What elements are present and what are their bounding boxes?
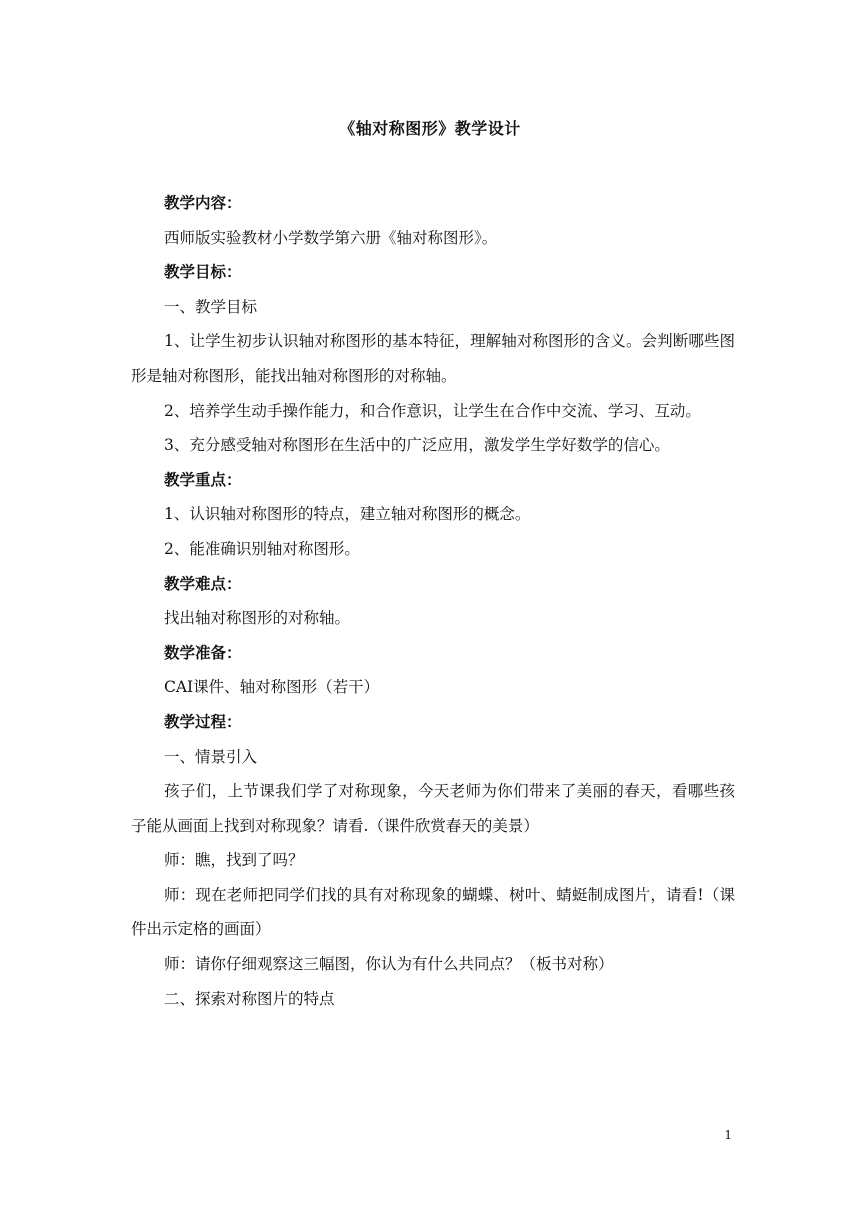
heading-key-points: 教学重点： [164, 469, 242, 489]
paragraph: 西师版实验教材小学数学第六册《轴对称图形》。 [164, 228, 498, 247]
heading-preparation: 数学准备： [164, 642, 242, 662]
paragraph: 师：现在老师把同学们找的具有对称现象的蝴蝶、树叶、蜻蜓制成图片，请看!（课件出示定格的画面） [131, 885, 735, 939]
paragraph: 孩子们，上节课我们学了对称现象，今天老师为你们带来了美丽的春天，看哪些孩子能从画面上找到对称现象？请看.（课件欣赏春天的美景） [131, 782, 735, 835]
paragraph: 一、教学目标 [164, 297, 258, 316]
paragraph: 2、能准确识别轴对称图形。 [164, 539, 360, 558]
paragraph: 3、充分感受轴对称图形在生活中的广泛应用，激发学生学好数学的信心。 [164, 436, 670, 455]
paragraph: 二、探索对称图片的特点 [164, 989, 335, 1008]
paragraph: 找出轴对称图形的对称轴。 [164, 609, 351, 628]
document-body [131, 186, 735, 1016]
heading-content: 教学内容： [164, 193, 242, 212]
heading-difficulties: 教学难点： [164, 573, 242, 593]
paragraph: CAI课件、轴对称图形（若干） [164, 678, 380, 697]
paragraph: 1、让学生初步认识轴对称图形的基本特征，理解轴对称图形的含义。会判断哪些图形是轴对称图形，能找出轴对称图形的对称轴。 [131, 332, 735, 385]
heading-objectives: 教学目标： [164, 262, 242, 282]
paragraph: 师：请你仔细观察这三幅图，你认为有什么共同点？（板书对称） [164, 955, 614, 974]
paragraph: 2、培养学生动手操作能力，和合作意识，让学生在合作中交流、学习、互动。 [164, 401, 701, 420]
document-title: 《轴对称图形》教学设计 [339, 119, 521, 138]
page-number: 1 [724, 1128, 732, 1142]
paragraph: 一、情景引入 [164, 747, 258, 766]
paragraph: 1、认识轴对称图形的特点，建立轴对称图形的概念。 [164, 505, 531, 524]
heading-process: 教学过程： [164, 711, 242, 731]
paragraph: 师：瞧，找到了吗？ [164, 851, 304, 870]
